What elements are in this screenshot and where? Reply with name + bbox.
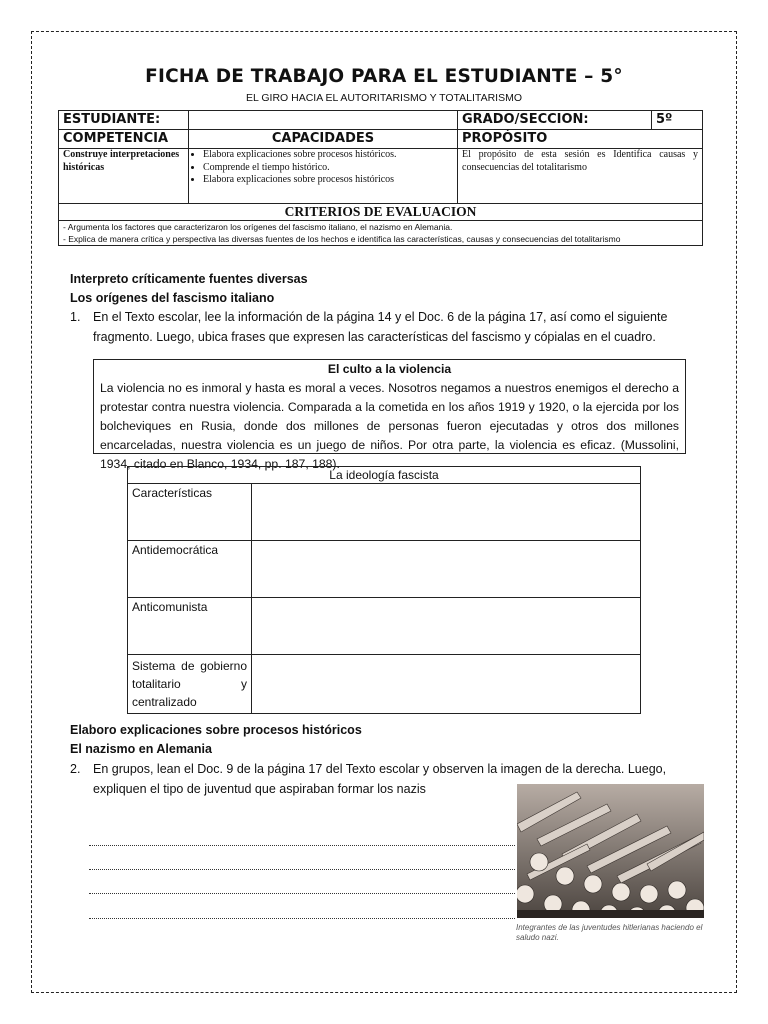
- capacidades-list: [193, 149, 453, 187]
- section2-subheading: El nazismo en Alemania: [70, 742, 212, 756]
- capacidad-item: • Elabora explicaciones sobre procesos históricos.: [203, 149, 453, 162]
- answer-line[interactable]: [89, 845, 515, 846]
- ideology-answer-cell[interactable]: [252, 541, 641, 598]
- competencia-cell: [59, 149, 189, 204]
- quote-box: [93, 359, 686, 471]
- competencia-text: Construye interpretaciones históricas: [63, 149, 180, 173]
- student-info-table: [58, 110, 703, 246]
- capacidades-header: CAPACIDADES: [189, 130, 458, 149]
- ideology-answer-cell[interactable]: [252, 598, 641, 655]
- answer-line[interactable]: [89, 893, 515, 894]
- question-1-text: En el Texto escolar, lee la información de la página 14 y el Doc. 6 de la página 17, así como el siguiente fragmento. Luego, ubica frases que expresen las características del fascismo y cópialas en el cuadro.: [93, 310, 668, 344]
- answer-line[interactable]: [89, 918, 515, 919]
- photo-illustration: [517, 784, 704, 918]
- section1-subheading: Los orígenes del fascismo italiano: [70, 291, 275, 305]
- question-2-number: 2.: [70, 762, 81, 776]
- answer-line[interactable]: [89, 869, 515, 870]
- ideology-table: [127, 466, 641, 714]
- proposito-header: PROPÓSITO: [458, 130, 703, 149]
- ideology-row-label: Sistema de gobierno totalitario y centralizado: [128, 655, 252, 714]
- capacidades-cell: [189, 149, 458, 204]
- student-field[interactable]: [189, 111, 458, 130]
- ideology-answer-cell[interactable]: [252, 484, 641, 541]
- grade-value[interactable]: 5º: [652, 111, 703, 130]
- criterio-item: - Argumenta los factores que caracterizaron los orígenes del fascismo italiano, el nazismo en Alemania.: [63, 222, 453, 232]
- ideology-answer-cell[interactable]: [252, 655, 641, 714]
- criterio-item: - Explica de manera crítica y perspectiva las diversas fuentes de los hechos e identifica las características, causas y consecuencias del totalitarismo: [63, 234, 621, 244]
- student-label: ESTUDIANTE:: [59, 111, 189, 130]
- grade-label: GRADO/SECCION:: [458, 111, 652, 130]
- page-title: FICHA DE TRABAJO PARA EL ESTUDIANTE – 5°: [145, 66, 623, 87]
- section1-heading: Interpreto críticamente fuentes diversas: [70, 272, 308, 286]
- question-2-text: En grupos, lean el Doc. 9 de la página 17 del Texto escolar y observen la imagen de la derecha. Luego, expliquen el tipo de juventud que aspiraban formar los nazis: [93, 762, 667, 796]
- criterios-cell: [59, 204, 703, 246]
- proposito-text: El propósito de esta sesión es Identifica causas y consecuencias del totalitarismo: [458, 149, 703, 204]
- capacidad-item: • Comprende el tiempo histórico.: [203, 162, 453, 175]
- ideology-table-title: La ideología fascista: [128, 467, 641, 484]
- quote-title: El culto a la violencia: [327, 362, 452, 376]
- criterios-title: CRITERIOS DE EVALUACION: [59, 204, 702, 221]
- competencia-header: COMPETENCIA: [59, 130, 189, 149]
- question-1-number: 1.: [70, 310, 81, 324]
- section2-heading: Elaboro explicaciones sobre procesos históricos: [70, 723, 362, 737]
- hitler-youth-photo: [517, 784, 704, 918]
- quote-text: La violencia no es inmoral y hasta es moral a veces. Nosotros negamos a nuestros enemigos el derecho a protestar contra nuestra violencia. Comparada a la cometida en los años 1919 y 1920, o la ejercida por los bolcheviques en Rusia, donde dos millones de personas fueron ejecutadas y otros dos millones encarceladas, nuestra violencia es un juego de niños. Por otra parte, la violencia es eficaz. (Mussolini, 1934, citado en Blanco, 1934, pp. 187, 188).: [100, 381, 679, 471]
- ideology-row-label: Antidemocrática: [128, 541, 252, 598]
- ideology-row-label: Anticomunista: [128, 598, 252, 655]
- page-subtitle: EL GIRO HACIA EL AUTORITARISMO Y TOTALITARISMO: [246, 92, 522, 104]
- photo-caption: Integrantes de las juventudes hitlerianas haciendo el saludo nazi.: [516, 923, 703, 942]
- capacidad-item: • Elabora explicaciones sobre procesos históricos: [203, 174, 453, 187]
- question-1: [70, 307, 690, 347]
- ideology-row-label: Características: [128, 484, 252, 541]
